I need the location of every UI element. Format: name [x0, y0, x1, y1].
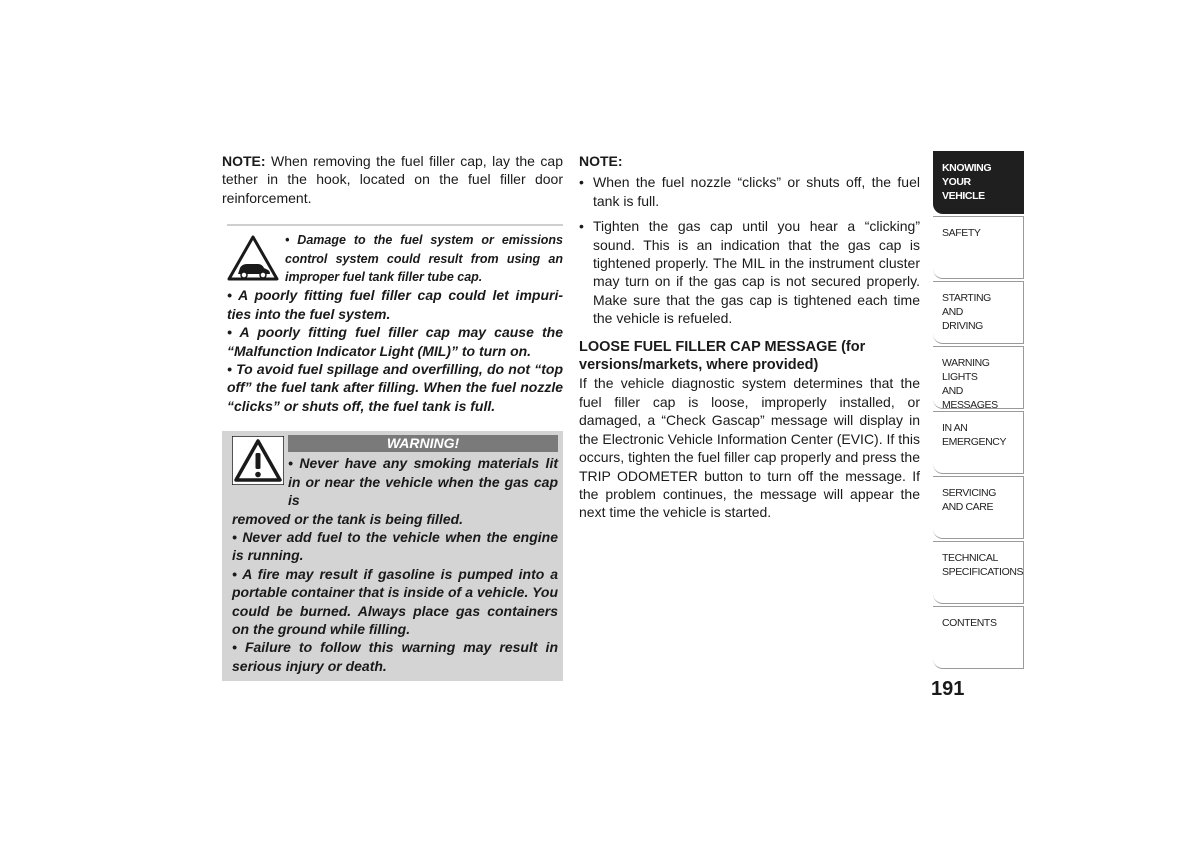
- chapter-tab[interactable]: [933, 541, 1024, 604]
- warning-line: • Failure to follow this warning may result in serious injury or death.: [232, 639, 558, 674]
- warning-line: • Never add fuel to the vehicle when the engine is running.: [232, 528, 558, 564]
- right-note-title: NOTE:: [579, 153, 623, 169]
- chapter-tab[interactable]: [933, 281, 1024, 344]
- caution-box: [227, 224, 563, 415]
- chapter-tab-label: KNOWING: [942, 162, 992, 174]
- chapter-tab[interactable]: [933, 216, 1024, 279]
- chapter-tab-label: CONTENTS: [942, 617, 997, 629]
- page-number: 191: [931, 678, 965, 700]
- chapter-tab[interactable]: [933, 411, 1024, 474]
- chapter-tab[interactable]: [933, 346, 1024, 409]
- chapter-tab-label: WARNING: [942, 357, 990, 369]
- chapter-tab-label: DRIVING: [942, 320, 983, 332]
- note-bullet: • When the fuel nozzle “clicks” or shuts off, the fuel tank is full.: [579, 173, 920, 210]
- chapter-tab-label: EMERGENCY: [942, 436, 1007, 448]
- chapter-tab-label: STARTING: [942, 292, 991, 304]
- chapter-tab-label: TECHNICAL: [942, 552, 998, 564]
- chapter-tab-label: AND CARE: [942, 501, 994, 513]
- section-heading: LOOSE FUEL FILLER CAP MESSAGE (for versions/markets, where provided): [579, 338, 866, 374]
- section-body: If the vehicle diagnostic system determines that the fuel filler cap is loose, improperly installed, or damaged, a “Check Gascap” message will display in the Electronic Vehicle Information Center (EVIC). If this occurs, tighten the fuel filler cap properly and press the TRIP ODOMETER button to turn off the message. If the problem continues, the message will appear the next time the vehicle is started.: [579, 375, 920, 521]
- chapter-tab-label: AND: [942, 306, 963, 318]
- left-column: [222, 152, 563, 681]
- chapter-tab-label: YOUR: [942, 176, 971, 188]
- warning-title: WARNING!: [288, 435, 558, 452]
- note-bullet: • Tighten the gas cap until you hear a “clicking” sound. This is an indication that the gas cap is tightened properly. The MIL in the instrument cluster may turn on if the gas cap is not secured properly. Make sure that the gas cap is tightened each time the vehicle is refueled.: [579, 217, 920, 327]
- chapter-tab[interactable]: [933, 476, 1024, 539]
- right-column: [579, 152, 920, 522]
- left-note-text: When removing the fuel filler cap, lay the cap tether in the hook, located on the fuel filler door reinforcement.: [222, 153, 563, 206]
- chapter-tab-label: SERVICING: [942, 487, 996, 499]
- chapter-tab-label: SAFETY: [942, 227, 981, 239]
- caution-first-line: • Damage to the fuel system or emissions control system could result from using an improper fuel tank filler tube cap.: [285, 233, 563, 285]
- warning-line: removed or the tank is being filled.: [232, 510, 464, 527]
- chapter-tab-label: MESSAGES: [942, 399, 998, 411]
- warning-triangle-icon: [232, 436, 284, 485]
- note-list: [579, 173, 920, 327]
- chapter-tab-label: VEHICLE: [942, 190, 985, 202]
- chapter-tab[interactable]: [933, 606, 1024, 669]
- chapter-tab[interactable]: [933, 151, 1024, 214]
- warning-box: [222, 431, 563, 681]
- chapter-tabs: [933, 151, 1024, 671]
- chapter-tab-label: AND: [942, 385, 963, 397]
- caution-line: • A poorly fitting fuel filler cap may cause the “Malfunction Indicator Light (MIL)” to turn on.: [227, 324, 563, 359]
- left-note: [222, 152, 563, 207]
- chapter-tab-label: IN AN: [942, 422, 968, 434]
- caution-line: • To avoid fuel spillage and overfilling, do not “top off” the fuel tank after filling. When the fuel nozzle “clicks” or shuts off, the fuel tank is full.: [227, 361, 563, 414]
- warning-first-line: • Never have any smoking materials lit in or near the vehicle when the gas cap is: [288, 455, 558, 509]
- warning-line: • A fire may result if gasoline is pumped into a portable container that is inside of a vehicle. You could be burned. Always place gas containers on the ground while filling.: [232, 565, 558, 637]
- caution-line: • A poorly fitting fuel filler cap could let impuri- ties into the fuel system.: [227, 287, 563, 322]
- note-label: NOTE:: [222, 153, 266, 169]
- car-caution-icon: [227, 234, 279, 282]
- chapter-tab-label: SPECIFICATIONS: [942, 566, 1024, 578]
- chapter-tab-label: LIGHTS: [942, 371, 978, 383]
